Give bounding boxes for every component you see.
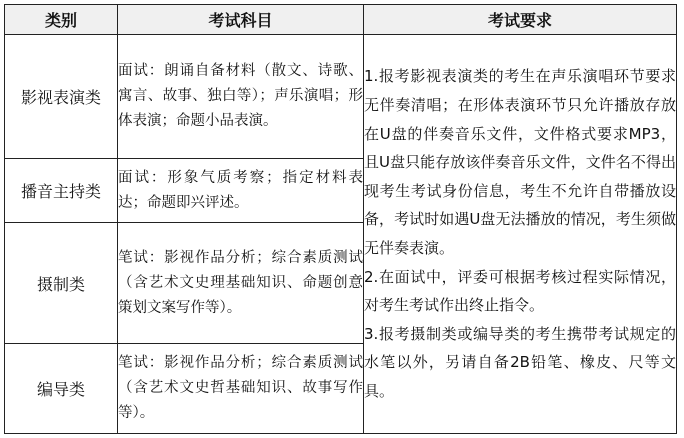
subjects-cell: 笔试：影视作品分析；综合素质测试（含艺术文史哲基础知识、故事写作等）。	[118, 344, 364, 434]
subjects-cell: 面试：朗诵自备材料（散文、诗歌、寓言、故事、独白等）；声乐演唱；形体表演；命题小品表演。	[118, 35, 364, 159]
header-requirements: 考试要求	[364, 5, 677, 35]
category-cell: 播音主持类	[5, 159, 118, 223]
header-category: 类别	[5, 5, 118, 35]
subjects-cell: 面试：形象气质考察；指定材料表达；命题即兴评述。	[118, 159, 364, 223]
category-cell: 编导类	[5, 344, 118, 434]
exam-requirements-table	[4, 4, 677, 434]
category-cell: 影视表演类	[5, 35, 118, 159]
requirement-item: 1.报考影视表演类的考生在声乐演唱环节要求无伴奏清唱；在形体表演环节只允许播放存放在U盘的伴奏音乐文件，文件格式要求MP3，且U盘只能存放该伴奏音乐文件，文件名不得出现考生考试身份信息，考生不允许自带播放设备，考试时如遇U盘无法播放的情况，考生须做无伴奏表演。	[364, 67, 676, 257]
header-row	[5, 5, 677, 35]
subjects-cell: 笔试：影视作品分析；综合素质测试（含艺术文史理基础知识、命题创意策划文案写作等）。	[118, 223, 364, 344]
requirement-item: 3.报考摄制类或编导类的考生携带考试规定的水笔以外，另请自备2B铅笔、橡皮、尺等文具。	[364, 324, 676, 400]
header-subjects: 考试科目	[118, 5, 364, 35]
table-row	[5, 35, 677, 159]
requirement-item: 2.在面试中，评委可根据考核过程实际情况，对考生考试作出终止指令。	[364, 267, 676, 315]
category-cell: 摄制类	[5, 223, 118, 344]
requirements-cell	[364, 35, 677, 434]
